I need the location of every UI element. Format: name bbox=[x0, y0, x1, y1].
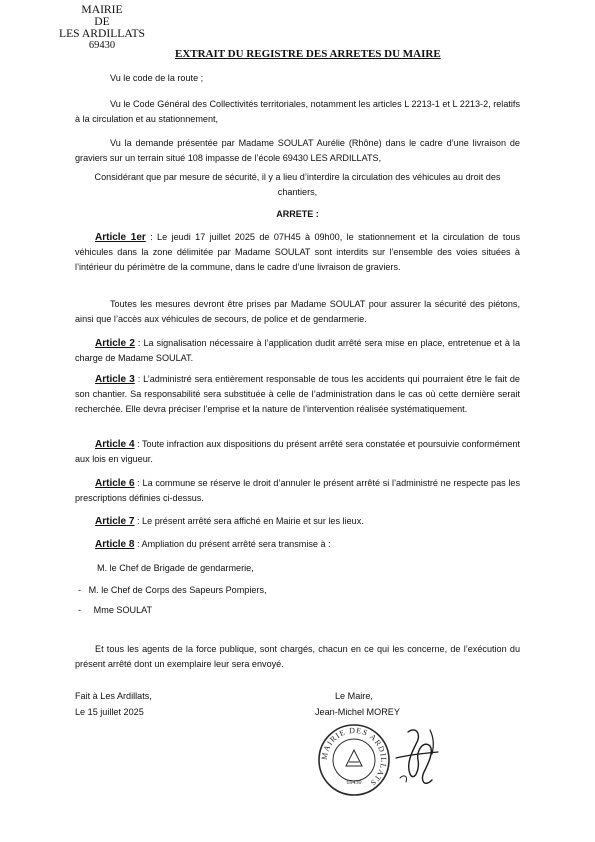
mairie-header bbox=[50, 4, 154, 52]
vu-cgct: Vu le Code Général des Collectivités territoriales, notamment les articles L 2213-1 et L 2213-2, relatifs à la circulation et au stationnement, bbox=[75, 99, 520, 124]
recipient-pompiers: - M. le Chef de Corps des Sapeurs Pompiers, bbox=[78, 585, 267, 595]
considerant: Considérant que par mesure de sécurité, il y a lieu d’interdire la circulation des véhicules au droit des chantiers, bbox=[94, 172, 501, 197]
article-2-text: : La signalisation nécessaire à l’application dudit arrêté sera mise en place, entretenue et à la charge de Madame SOULAT. bbox=[75, 338, 520, 363]
article-6-label: Article 6 bbox=[95, 478, 135, 489]
arrete-heading: ARRETE : bbox=[276, 209, 319, 219]
article-1-label: Article 1er bbox=[95, 232, 146, 243]
handwritten-signature bbox=[390, 724, 450, 792]
recipient-gendarmerie: M. le Chef de Brigade de gendarmerie, bbox=[97, 563, 254, 573]
article-7 bbox=[95, 514, 364, 529]
header-line-4: 69430 bbox=[88, 40, 116, 51]
recipient-soulat: - Mme SOULAT bbox=[78, 605, 153, 615]
signature-place: Fait à Les Ardillats, bbox=[75, 691, 152, 701]
article-1-measures: Toutes les mesures devront être prises par Madame SOULAT pour assurer la sécurité des piétons, ainsi que l’accès aux véhicules de secours, de police et de gendarmerie. bbox=[75, 299, 520, 324]
stamp-emblem bbox=[346, 750, 362, 766]
article-4-label: Article 4 bbox=[95, 439, 135, 450]
vu-code-route: Vu le code de la route ; bbox=[110, 73, 204, 83]
vu-demande: Vu la demande présentée par Madame SOULAT Aurélie (Rhône) dans le cadre d’une livraison de graviers sur un terrain situé 108 impasse de l’école 69430 LES ARDILLATS, bbox=[75, 138, 520, 163]
article-1-text: : Le jeudi 17 juillet 2025 de 07H45 à 09h00, le stationnement et la circulation de tous véhicules dans la zone délimitée par Madame SOULAT sont interdits sur l’ensemble des voies situées à l’intérieur du périmètre de la commune, dans le cadre d’une livraison de graviers. bbox=[75, 232, 521, 272]
recipient-soulat-text: Mme SOULAT bbox=[93, 605, 153, 615]
article-3-text: : L’administré sera entièrement responsable de tous les accidents qui pourraient être le fait de son chantier. Sa responsabilité sera substituée à celle de l’administration dans le cas où cette dernière serait recherchée. Elle devra préciser l’emprise et la nature de l’intervention réalisée systématiquement. bbox=[75, 374, 520, 414]
article-6-text: : La commune se réserve le droit d’annuler le présent arrêté si l’administré ne respecte pas les prescriptions définies ci-dessus. bbox=[75, 478, 520, 503]
header-line-2: DE bbox=[94, 15, 110, 28]
header-line-3: LES ARDILLATS bbox=[59, 27, 145, 40]
article-4-text: : Toute infraction aux dispositions du présent arrêté sera constatée et poursuivie conformément aux lois en vigueur. bbox=[75, 439, 520, 464]
article-3-label: Article 3 bbox=[95, 374, 135, 385]
article-8 bbox=[95, 537, 331, 552]
signature-date: Le 15 juillet 2025 bbox=[75, 707, 144, 717]
article-4 bbox=[75, 437, 520, 467]
article-8-text: : Ampliation du présent arrêté sera transmise à : bbox=[134, 539, 331, 549]
signature-name: Jean-Michel MOREY bbox=[315, 707, 400, 717]
article-8-label: Article 8 bbox=[95, 539, 135, 550]
article-7-text: : Le présent arrêté sera affiché en Mairie et sur les lieux. bbox=[134, 516, 364, 526]
stamp-code: 69430 bbox=[346, 780, 362, 786]
article-2-label: Article 2 bbox=[95, 338, 135, 349]
official-stamp bbox=[316, 722, 392, 798]
page-title: EXTRAIT DU REGISTRE DES ARRETES DU MAIRE bbox=[175, 48, 441, 60]
stamp-text: MAIRIE DES ARDILLATS bbox=[319, 725, 389, 788]
article-1 bbox=[75, 230, 520, 275]
signature-role: Le Maire, bbox=[335, 691, 373, 701]
closing-paragraph: Et tous les agents de la force publique, sont chargés, chacun en ce qui les concerne, de l’exécution du présent arrêté dont un exemplaire leur sera envoyé. bbox=[75, 644, 520, 669]
header-line-1: MAIRIE bbox=[81, 3, 123, 16]
article-7-label: Article 7 bbox=[95, 516, 135, 527]
article-2 bbox=[75, 336, 520, 366]
article-6 bbox=[75, 476, 520, 506]
article-3 bbox=[75, 372, 520, 417]
recipient-pompiers-text: M. le Chef de Corps des Sapeurs Pompiers, bbox=[88, 585, 267, 595]
